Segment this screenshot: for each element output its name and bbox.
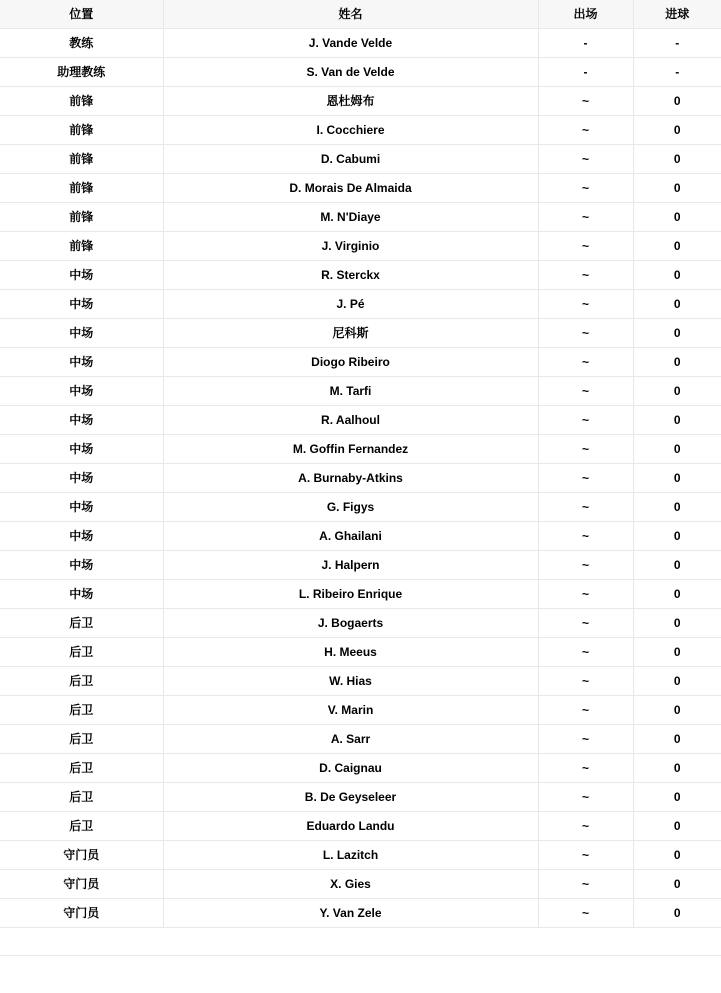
name-cell: W. Hias: [163, 666, 538, 695]
goals-cell: -: [633, 28, 721, 57]
appearances-cell: ~: [538, 289, 633, 318]
position-cell: 教练: [0, 28, 163, 57]
goals-cell: 0: [633, 376, 721, 405]
position-cell: 前锋: [0, 231, 163, 260]
table-row: [0, 782, 721, 811]
goals-cell: 0: [633, 115, 721, 144]
column-header-position: 位置: [0, 0, 163, 28]
column-header-appearances: 出场: [538, 0, 633, 28]
position-cell: 后卫: [0, 666, 163, 695]
goals-cell: 0: [633, 434, 721, 463]
name-cell: J. Vande Velde: [163, 28, 538, 57]
table-header-row: [0, 0, 721, 28]
footer-space: [0, 956, 721, 992]
appearances-cell: ~: [538, 144, 633, 173]
table-row: [0, 840, 721, 869]
position-cell: 中场: [0, 405, 163, 434]
goals-cell: 0: [633, 753, 721, 782]
name-cell: A. Burnaby-Atkins: [163, 463, 538, 492]
name-cell: Eduardo Landu: [163, 811, 538, 840]
position-cell: 前锋: [0, 115, 163, 144]
name-cell: M. Goffin Fernandez: [163, 434, 538, 463]
position-cell: 中场: [0, 434, 163, 463]
appearances-cell: ~: [538, 202, 633, 231]
name-cell: Diogo Ribeiro: [163, 347, 538, 376]
position-cell: 中场: [0, 521, 163, 550]
appearances-cell: ~: [538, 434, 633, 463]
column-header-goals: 进球: [633, 0, 721, 28]
position-cell: 中场: [0, 492, 163, 521]
name-cell: Y. Van Zele: [163, 898, 538, 927]
goals-cell: 0: [633, 463, 721, 492]
position-cell: 后卫: [0, 811, 163, 840]
goals-cell: 0: [633, 231, 721, 260]
table-row: [0, 347, 721, 376]
table-row: [0, 28, 721, 57]
goals-cell: 0: [633, 550, 721, 579]
name-cell: L. Lazitch: [163, 840, 538, 869]
goals-cell: 0: [633, 840, 721, 869]
position-cell: 中场: [0, 347, 163, 376]
position-cell: 后卫: [0, 724, 163, 753]
goals-cell: 0: [633, 695, 721, 724]
position-cell: 后卫: [0, 637, 163, 666]
appearances-cell: ~: [538, 724, 633, 753]
table-row: [0, 289, 721, 318]
goals-cell: 0: [633, 260, 721, 289]
appearances-cell: ~: [538, 898, 633, 927]
table-row: [0, 753, 721, 782]
name-cell: A. Ghailani: [163, 521, 538, 550]
position-cell: 前锋: [0, 202, 163, 231]
goals-cell: 0: [633, 637, 721, 666]
table-row: [0, 695, 721, 724]
name-cell: A. Sarr: [163, 724, 538, 753]
goals-cell: 0: [633, 608, 721, 637]
goals-cell: 0: [633, 811, 721, 840]
table-row: [0, 231, 721, 260]
appearances-cell: ~: [538, 260, 633, 289]
table-row: [0, 550, 721, 579]
goals-cell: 0: [633, 492, 721, 521]
table-row: [0, 434, 721, 463]
goals-cell: 0: [633, 347, 721, 376]
position-cell: 前锋: [0, 173, 163, 202]
table-row: [0, 202, 721, 231]
goals-cell: 0: [633, 318, 721, 347]
appearances-cell: ~: [538, 521, 633, 550]
name-cell: J. Pé: [163, 289, 538, 318]
appearances-cell: ~: [538, 318, 633, 347]
table-row: [0, 86, 721, 115]
position-cell: 中场: [0, 550, 163, 579]
position-cell: 中场: [0, 260, 163, 289]
position-cell: 中场: [0, 463, 163, 492]
name-cell: D. Caignau: [163, 753, 538, 782]
table-row: [0, 608, 721, 637]
appearances-cell: ~: [538, 869, 633, 898]
name-cell: R. Sterckx: [163, 260, 538, 289]
name-cell: X. Gies: [163, 869, 538, 898]
appearances-cell: ~: [538, 347, 633, 376]
name-cell: V. Marin: [163, 695, 538, 724]
goals-cell: 0: [633, 898, 721, 927]
appearances-cell: ~: [538, 376, 633, 405]
position-cell: 中场: [0, 289, 163, 318]
table-row: [0, 724, 721, 753]
table-row: [0, 57, 721, 86]
appearances-cell: ~: [538, 695, 633, 724]
table-row: [0, 637, 721, 666]
table-header: [0, 0, 721, 28]
position-cell: 后卫: [0, 695, 163, 724]
table-row: [0, 376, 721, 405]
table-row: [0, 869, 721, 898]
name-cell: 尼科斯: [163, 318, 538, 347]
name-cell: D. Morais De Almaida: [163, 173, 538, 202]
goals-cell: 0: [633, 869, 721, 898]
name-cell: J. Virginio: [163, 231, 538, 260]
goals-cell: 0: [633, 724, 721, 753]
table-row: [0, 521, 721, 550]
appearances-cell: ~: [538, 782, 633, 811]
table-body: [0, 28, 721, 927]
table-row: [0, 666, 721, 695]
name-cell: L. Ribeiro Enrique: [163, 579, 538, 608]
appearances-cell: ~: [538, 231, 633, 260]
position-cell: 中场: [0, 579, 163, 608]
name-cell: H. Meeus: [163, 637, 538, 666]
position-cell: 前锋: [0, 144, 163, 173]
table-row: [0, 144, 721, 173]
goals-cell: 0: [633, 666, 721, 695]
appearances-cell: ~: [538, 840, 633, 869]
appearances-cell: ~: [538, 550, 633, 579]
position-cell: 守门员: [0, 898, 163, 927]
position-cell: 守门员: [0, 840, 163, 869]
position-cell: 助理教练: [0, 57, 163, 86]
position-cell: 前锋: [0, 86, 163, 115]
appearances-cell: ~: [538, 811, 633, 840]
table-row: [0, 811, 721, 840]
name-cell: D. Cabumi: [163, 144, 538, 173]
name-cell: J. Bogaerts: [163, 608, 538, 637]
position-cell: 中场: [0, 318, 163, 347]
goals-cell: 0: [633, 782, 721, 811]
goals-cell: 0: [633, 521, 721, 550]
appearances-cell: ~: [538, 637, 633, 666]
position-cell: 后卫: [0, 782, 163, 811]
appearances-cell: ~: [538, 405, 633, 434]
goals-cell: -: [633, 57, 721, 86]
name-cell: 恩杜姆布: [163, 86, 538, 115]
goals-cell: 0: [633, 86, 721, 115]
name-cell: J. Halpern: [163, 550, 538, 579]
goals-cell: 0: [633, 144, 721, 173]
name-cell: M. Tarfi: [163, 376, 538, 405]
appearances-cell: ~: [538, 666, 633, 695]
goals-cell: 0: [633, 579, 721, 608]
position-cell: 后卫: [0, 608, 163, 637]
appearances-cell: ~: [538, 579, 633, 608]
table-row: [0, 318, 721, 347]
appearances-cell: ~: [538, 753, 633, 782]
name-cell: M. N'Diaye: [163, 202, 538, 231]
appearances-cell: ~: [538, 173, 633, 202]
name-cell: R. Aalhoul: [163, 405, 538, 434]
name-cell: I. Cocchiere: [163, 115, 538, 144]
goals-cell: 0: [633, 202, 721, 231]
appearances-cell: ~: [538, 492, 633, 521]
column-header-name: 姓名: [163, 0, 538, 28]
table-row: [0, 492, 721, 521]
name-cell: B. De Geyseleer: [163, 782, 538, 811]
appearances-cell: -: [538, 28, 633, 57]
goals-cell: 0: [633, 405, 721, 434]
table-row: [0, 405, 721, 434]
appearances-cell: -: [538, 57, 633, 86]
appearances-cell: ~: [538, 608, 633, 637]
table-row: [0, 173, 721, 202]
appearances-cell: ~: [538, 86, 633, 115]
appearances-cell: ~: [538, 115, 633, 144]
position-cell: 守门员: [0, 869, 163, 898]
appearances-cell: ~: [538, 463, 633, 492]
name-cell: S. Van de Velde: [163, 57, 538, 86]
table-row: [0, 115, 721, 144]
goals-cell: 0: [633, 289, 721, 318]
empty-row: [0, 928, 721, 956]
position-cell: 中场: [0, 376, 163, 405]
table-row: [0, 260, 721, 289]
position-cell: 后卫: [0, 753, 163, 782]
table-row: [0, 579, 721, 608]
table-row: [0, 898, 721, 927]
name-cell: G. Figys: [163, 492, 538, 521]
goals-cell: 0: [633, 173, 721, 202]
table-row: [0, 463, 721, 492]
